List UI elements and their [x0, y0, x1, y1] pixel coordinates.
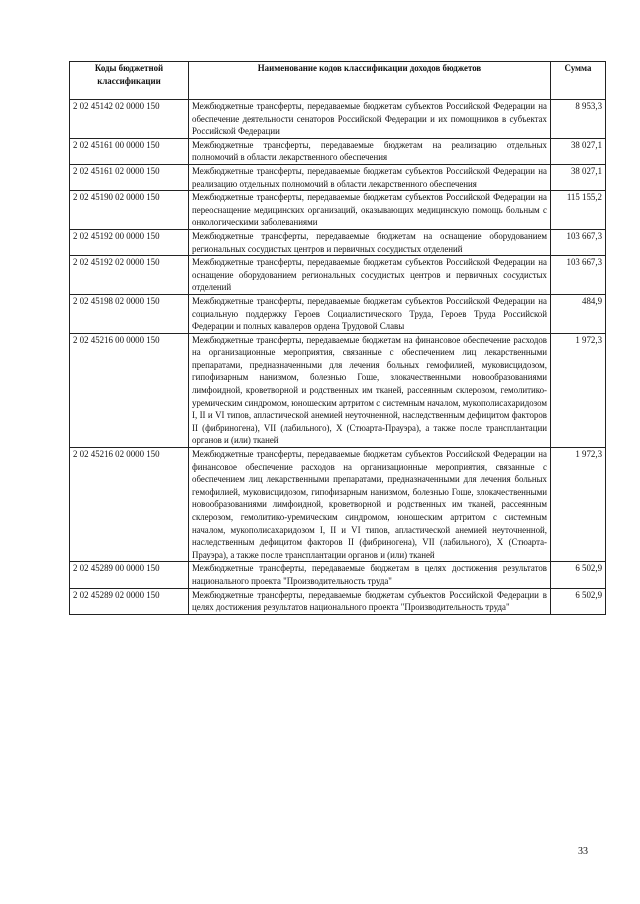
- row-name: Межбюджетные трансферты, передаваемые бюджетам на финансовое обеспечение расходов на организационные мероприятия, связанные с обеспечением лиц лекарственными препаратами, предназначенными для лечения больных гемофилией, муковисцидозом, гипофизарным нанизмом, болезнью Гоше, злокачественными новообразованиями лимфоидной, кроветворной и родственных им тканей, рассеянным склерозом, гемолитико-уремическим синдромом, юношеским артритом с системным началом, мукополисахаридозом I, II и VI типов, апластической анемией неуточненной, наследственным дефицитом факторов II (фибриногена), VII (лабильного), X (Стюарта-Прауэра), а также после трансплантации органов и (или) тканей: [189, 333, 551, 447]
- row-name: Межбюджетные трансферты, передаваемые бюджетам субъектов Российской Федерации на социальную поддержку Героев Социалистического Труда, Героев Труда Российской Федерации и полных кавалеров ордена Трудовой Славы: [189, 294, 551, 333]
- row-sum: 103 667,3: [551, 256, 606, 295]
- row-sum: 484,9: [551, 294, 606, 333]
- table-row: [70, 256, 606, 295]
- row-code: 2 02 45289 00 0000 150: [70, 562, 189, 588]
- header-name: Наименование кодов классификации доходов бюджетов: [189, 62, 551, 100]
- page-number: 33: [578, 846, 588, 857]
- table-row: [70, 448, 606, 562]
- row-sum: 8 953,3: [551, 100, 606, 139]
- row-sum: 1 972,3: [551, 333, 606, 447]
- row-sum: 6 502,9: [551, 588, 606, 614]
- table-header-row: [70, 62, 606, 100]
- header-sum: Сумма: [551, 62, 606, 100]
- row-name: Межбюджетные трансферты, передаваемые бюджетам субъектов Российской Федерации на оснащение оборудованием региональных сосудистых центров и первичных сосудистых отделений: [189, 256, 551, 295]
- table-row: [70, 588, 606, 614]
- table-row: [70, 100, 606, 139]
- row-code: 2 02 45142 02 0000 150: [70, 100, 189, 139]
- table-row: [70, 164, 606, 190]
- row-name: Межбюджетные трансферты, передаваемые бюджетам субъектов Российской Федерации на переоснащение медицинских организаций, оказывающих медицинскую помощь больным с онкологическими заболеваниями: [189, 191, 551, 230]
- row-code: 2 02 45161 00 0000 150: [70, 138, 189, 164]
- row-sum: 1 972,3: [551, 448, 606, 562]
- table-row: [70, 333, 606, 447]
- row-sum: 115 155,2: [551, 191, 606, 230]
- row-sum: 103 667,3: [551, 229, 606, 255]
- row-name: Межбюджетные трансферты, передаваемые бюджетам субъектов Российской Федерации в целях достижения результатов национального проекта "Производительность труда": [189, 588, 551, 614]
- row-code: 2 02 45161 02 0000 150: [70, 164, 189, 190]
- row-name: Межбюджетные трансферты, передаваемые бюджетам субъектов Российской Федерации на финансовое обеспечение расходов на организационные мероприятия, связанные с обеспечением лиц лекарственными препаратами, предназначенными для лечения больных гемофилией, муковисцидозом, гипофизарным нанизмом, болезнью Гоше, злокачественными новообразованиями лимфоидной, кроветворной и родственных им тканей, рассеянным склерозом, гемолитико-уремическим синдромом, юношеским артритом с системным началом, мукополисахаридозом I, II и VI типов, апластической анемией неуточненной, наследственным дефицитом факторов II (фибриногена), VII (лабильного), X (Стюарта-Прауэра), а также после трансплантации органов и (или) тканей: [189, 448, 551, 562]
- row-code: 2 02 45192 00 0000 150: [70, 229, 189, 255]
- row-sum: 38 027,1: [551, 164, 606, 190]
- row-name: Межбюджетные трансферты, передаваемые бюджетам на реализацию отдельных полномочий в области лекарственного обеспечения: [189, 138, 551, 164]
- row-code: 2 02 45289 02 0000 150: [70, 588, 189, 614]
- row-code: 2 02 45216 02 0000 150: [70, 448, 189, 562]
- table-row: [70, 229, 606, 255]
- table-row: [70, 191, 606, 230]
- table-row: [70, 562, 606, 588]
- table-row: [70, 294, 606, 333]
- row-name: Межбюджетные трансферты, передаваемые бюджетам субъектов Российской Федерации на реализацию отдельных полномочий в области лекарственного обеспечения: [189, 164, 551, 190]
- row-code: 2 02 45216 00 0000 150: [70, 333, 189, 447]
- row-name: Межбюджетные трансферты, передаваемые бюджетам субъектов Российской Федерации на обеспечение деятельности сенаторов Российской Федерации и их помощников в субъектах Российской Федерации: [189, 100, 551, 139]
- row-name: Межбюджетные трансферты, передаваемые бюджетам в целях достижения результатов национального проекта "Производительность труда": [189, 562, 551, 588]
- row-sum: 6 502,9: [551, 562, 606, 588]
- row-code: 2 02 45198 02 0000 150: [70, 294, 189, 333]
- header-code: Коды бюджетной классификации: [70, 62, 189, 100]
- row-code: 2 02 45190 02 0000 150: [70, 191, 189, 230]
- row-sum: 38 027,1: [551, 138, 606, 164]
- budget-revenue-table: [69, 61, 606, 615]
- row-code: 2 02 45192 02 0000 150: [70, 256, 189, 295]
- table-row: [70, 138, 606, 164]
- row-name: Межбюджетные трансферты, передаваемые бюджетам на оснащение оборудованием региональных сосудистых центров и первичных сосудистых отделений: [189, 229, 551, 255]
